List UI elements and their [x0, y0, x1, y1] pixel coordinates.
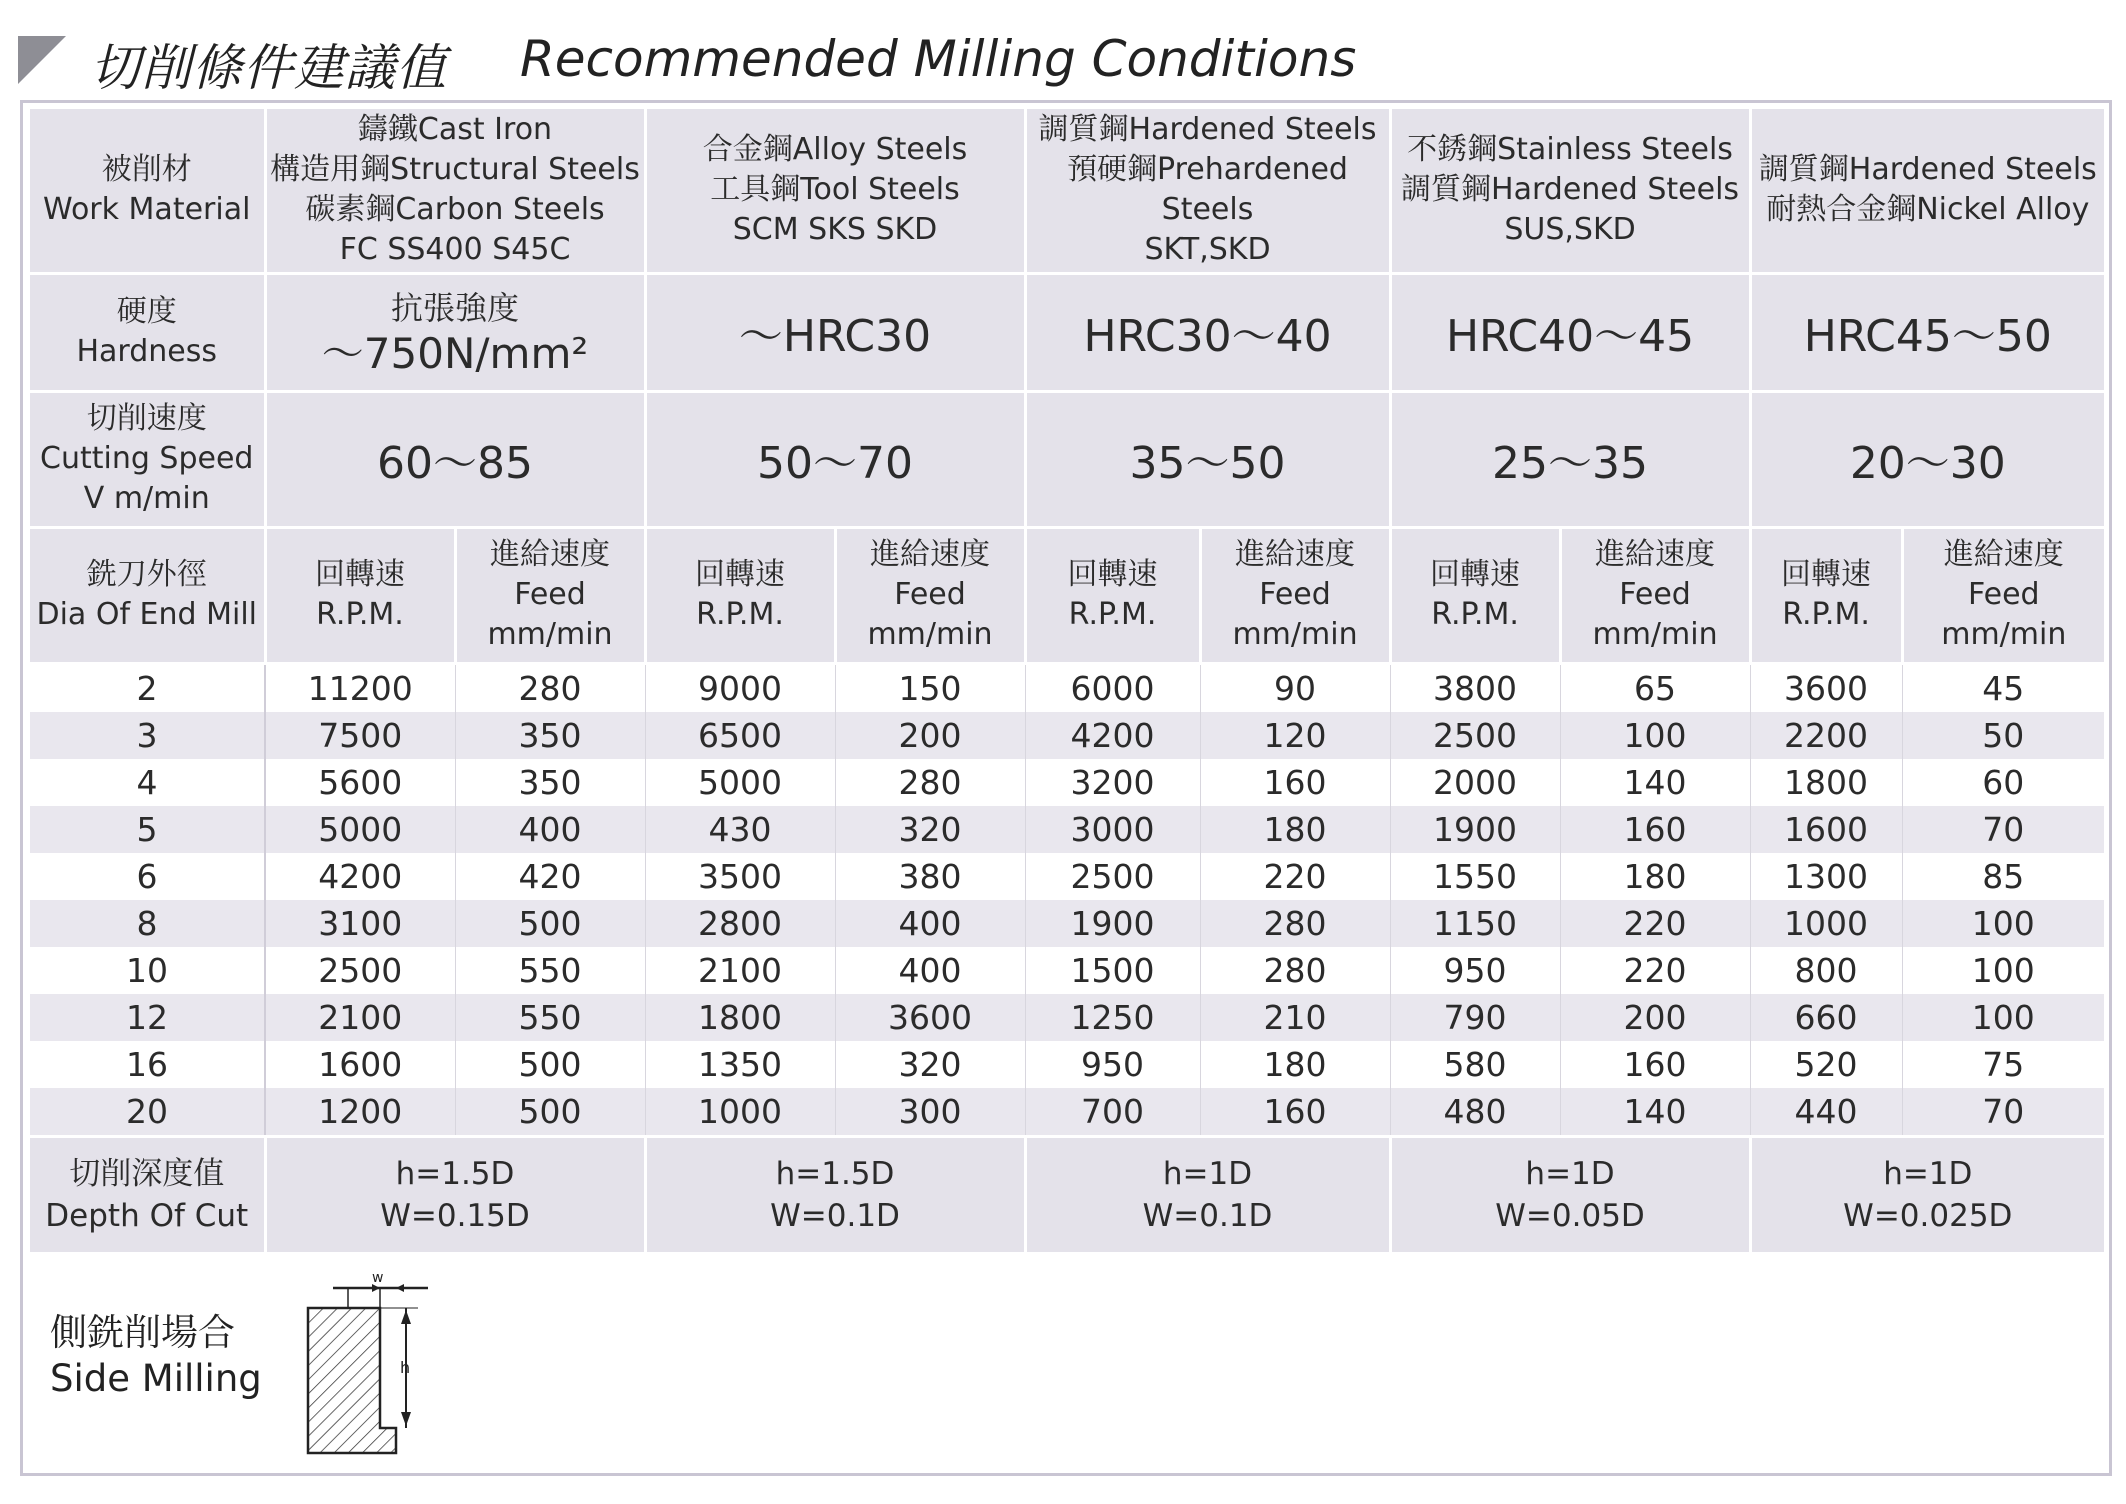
table-row [30, 853, 2104, 900]
feed-cell: 65 [1560, 663, 1750, 712]
feed-cell: 420 [455, 853, 645, 900]
feed-cell: 280 [835, 759, 1025, 806]
milling-table-frame [20, 100, 2112, 1476]
cutting-speed-row [30, 391, 2104, 527]
feed-cell: 150 [835, 663, 1025, 712]
rpm-cell: 5600 [265, 759, 455, 806]
feed-cell: 180 [1200, 1041, 1390, 1088]
dia-cell: 4 [30, 759, 265, 806]
rpm-cell: 3000 [1025, 806, 1200, 853]
page-title-zh: 切削條件建議值 [90, 39, 447, 97]
rpm-cell: 3600 [1750, 663, 1902, 712]
feed-cell: 500 [455, 1088, 645, 1137]
table-row [30, 1088, 2104, 1137]
feed-header: 進給速度 Feed mm/min [1902, 527, 2104, 663]
rpm-cell: 1200 [265, 1088, 455, 1137]
feed-cell: 210 [1200, 994, 1390, 1041]
feed-cell: 60 [1902, 759, 2104, 806]
feed-cell: 400 [835, 947, 1025, 994]
rpm-cell: 520 [1750, 1041, 1902, 1088]
dia-cell: 12 [30, 994, 265, 1041]
table-row [30, 759, 2104, 806]
feed-cell: 100 [1902, 900, 2104, 947]
hardness-value: ～HRC30 [645, 273, 1025, 391]
dia-cell: 10 [30, 947, 265, 994]
feed-cell: 160 [1200, 759, 1390, 806]
rpm-cell: 1000 [1750, 900, 1902, 947]
feed-cell: 400 [455, 806, 645, 853]
rpm-cell: 4200 [265, 853, 455, 900]
feed-cell: 280 [1200, 900, 1390, 947]
dia-cell: 3 [30, 712, 265, 759]
hardness-value: HRC45～50 [1750, 273, 2104, 391]
material-alloy-steels: 合金鋼Alloy Steels 工具鋼Tool Steels SCM SKS SKD [645, 109, 1025, 273]
rpm-cell: 6500 [645, 712, 835, 759]
side-milling-label: 側銑削場合 Side Milling [50, 1311, 262, 1400]
rpm-cell: 3800 [1390, 663, 1560, 712]
rpm-cell: 580 [1390, 1041, 1560, 1088]
rpm-cell: 1150 [1390, 900, 1560, 947]
rpm-cell: 2100 [645, 947, 835, 994]
feed-cell: 320 [835, 806, 1025, 853]
data-rows [30, 663, 2104, 1136]
feed-cell: 100 [1560, 712, 1750, 759]
h-dimension-label: h [400, 1358, 411, 1377]
feed-cell: 85 [1902, 853, 2104, 900]
dia-cell: 6 [30, 853, 265, 900]
rpm-cell: 660 [1750, 994, 1902, 1041]
sub-header-row [30, 527, 2104, 663]
rpm-header: 回轉速 R.P.M. [1750, 527, 1902, 663]
hardness-value: HRC40～45 [1390, 273, 1750, 391]
rpm-cell: 2000 [1390, 759, 1560, 806]
dia-cell: 8 [30, 900, 265, 947]
work-material-row [30, 109, 2104, 273]
triangle-marker-icon [18, 36, 66, 84]
rpm-cell: 11200 [265, 663, 455, 712]
dia-cell: 16 [30, 1041, 265, 1088]
cutting-speed-value: 60～85 [265, 391, 645, 527]
rpm-cell: 1350 [645, 1041, 835, 1088]
depth-of-cut-value: h=1D W=0.05D [1390, 1136, 1750, 1252]
depth-of-cut-value: h=1.5D W=0.15D [265, 1136, 645, 1252]
feed-cell: 160 [1200, 1088, 1390, 1137]
table-row [30, 663, 2104, 712]
feed-cell: 400 [835, 900, 1025, 947]
feed-cell: 50 [1902, 712, 2104, 759]
rpm-cell: 1600 [1750, 806, 1902, 853]
cutting-speed-value: 25～35 [1390, 391, 1750, 527]
material-stainless-steels: 不銹鋼Stainless Steels 調質鋼Hardened Steels SUS,SKD [1390, 109, 1750, 273]
rpm-header: 回轉速 R.P.M. [1025, 527, 1200, 663]
feed-cell: 320 [835, 1041, 1025, 1088]
table-row [30, 806, 2104, 853]
feed-cell: 140 [1560, 759, 1750, 806]
depth-of-cut-value: h=1D W=0.1D [1025, 1136, 1390, 1252]
rpm-cell: 6000 [1025, 663, 1200, 712]
rpm-cell: 950 [1025, 1041, 1200, 1088]
rpm-cell: 7500 [265, 712, 455, 759]
rpm-cell: 440 [1750, 1088, 1902, 1137]
rpm-cell: 9000 [645, 663, 835, 712]
cutting-speed-label: 切削速度 Cutting Speed V m/min [30, 391, 265, 527]
material-hardened-steels: 調質鋼Hardened Steels 預硬鋼Prehardened Steels SKT,SKD [1025, 109, 1390, 273]
feed-cell: 300 [835, 1088, 1025, 1137]
feed-cell: 70 [1902, 1088, 2104, 1137]
rpm-cell: 1900 [1390, 806, 1560, 853]
feed-cell: 350 [455, 712, 645, 759]
rpm-cell: 1600 [265, 1041, 455, 1088]
feed-cell: 70 [1902, 806, 2104, 853]
rpm-cell: 2200 [1750, 712, 1902, 759]
end-mill-dia-label: 銑刀外徑 Dia Of End Mill [30, 527, 265, 663]
rpm-cell: 2800 [645, 900, 835, 947]
rpm-cell: 2500 [1025, 853, 1200, 900]
rpm-cell: 430 [645, 806, 835, 853]
cutting-speed-value: 50～70 [645, 391, 1025, 527]
hardness-value: HRC30～40 [1025, 273, 1390, 391]
table-row [30, 900, 2104, 947]
hardness-label: 硬度 Hardness [30, 273, 265, 391]
side-milling-diagram-icon [278, 1268, 458, 1468]
cutting-speed-value: 20～30 [1750, 391, 2104, 527]
rpm-cell: 950 [1390, 947, 1560, 994]
hardness-value: 抗張強度 ～750N/mm² [265, 273, 645, 391]
rpm-cell: 1900 [1025, 900, 1200, 947]
rpm-cell: 700 [1025, 1088, 1200, 1137]
feed-cell: 180 [1200, 806, 1390, 853]
material-nickel-alloy: 調質鋼Hardened Steels 耐熱合金鋼Nickel Alloy [1750, 109, 2104, 273]
rpm-cell: 1800 [645, 994, 835, 1041]
rpm-cell: 1300 [1750, 853, 1902, 900]
rpm-header: 回轉速 R.P.M. [1390, 527, 1560, 663]
dia-cell: 2 [30, 663, 265, 712]
rpm-cell: 5000 [265, 806, 455, 853]
feed-cell: 280 [455, 663, 645, 712]
rpm-cell: 1550 [1390, 853, 1560, 900]
rpm-cell: 3200 [1025, 759, 1200, 806]
rpm-cell: 2500 [1390, 712, 1560, 759]
page-title-en: Recommended Milling Conditions [520, 30, 1357, 88]
table-row [30, 994, 2104, 1041]
feed-cell: 200 [1560, 994, 1750, 1041]
feed-cell: 180 [1560, 853, 1750, 900]
feed-header: 進給速度 Feed mm/min [1560, 527, 1750, 663]
cutting-speed-value: 35～50 [1025, 391, 1390, 527]
feed-cell: 100 [1902, 947, 2104, 994]
feed-header: 進給速度 Feed mm/min [1200, 527, 1390, 663]
feed-cell: 280 [1200, 947, 1390, 994]
feed-cell: 220 [1200, 853, 1390, 900]
rpm-cell: 1800 [1750, 759, 1902, 806]
rpm-cell: 800 [1750, 947, 1902, 994]
rpm-cell: 4200 [1025, 712, 1200, 759]
side-milling-section [30, 1258, 2104, 1468]
feed-header: 進給速度 Feed mm/min [835, 527, 1025, 663]
feed-cell: 120 [1200, 712, 1390, 759]
feed-cell: 90 [1200, 663, 1390, 712]
feed-cell: 140 [1560, 1088, 1750, 1137]
feed-cell: 200 [835, 712, 1025, 759]
depth-of-cut-value: h=1.5D W=0.1D [645, 1136, 1025, 1252]
dia-cell: 5 [30, 806, 265, 853]
table-row [30, 712, 2104, 759]
rpm-cell: 2100 [265, 994, 455, 1041]
feed-cell: 550 [455, 994, 645, 1041]
depth-of-cut-label: 切削深度值 Depth Of Cut [30, 1136, 265, 1252]
rpm-cell: 790 [1390, 994, 1560, 1041]
feed-cell: 500 [455, 1041, 645, 1088]
material-cast-iron: 鑄鐵Cast Iron 構造用鋼Structural Steels 碳素鋼Carbon Steels FC SS400 S45C [265, 109, 645, 273]
rpm-cell: 1500 [1025, 947, 1200, 994]
dia-cell: 20 [30, 1088, 265, 1137]
rpm-cell: 480 [1390, 1088, 1560, 1137]
feed-cell: 550 [455, 947, 645, 994]
rpm-cell: 5000 [645, 759, 835, 806]
rpm-header: 回轉速 R.P.M. [265, 527, 455, 663]
milling-conditions-table [30, 109, 2104, 1252]
rpm-header: 回轉速 R.P.M. [645, 527, 835, 663]
work-material-label: 被削材 Work Material [30, 109, 265, 273]
rpm-cell: 2500 [265, 947, 455, 994]
rpm-cell: 1000 [645, 1088, 835, 1137]
hardness-row [30, 273, 2104, 391]
rpm-cell: 3100 [265, 900, 455, 947]
feed-cell: 160 [1560, 806, 1750, 853]
w-dimension-label: w [372, 1270, 384, 1286]
feed-cell: 75 [1902, 1041, 2104, 1088]
feed-cell: 220 [1560, 947, 1750, 994]
rpm-cell: 3500 [645, 853, 835, 900]
feed-cell: 220 [1560, 900, 1750, 947]
depth-of-cut-row [30, 1136, 2104, 1252]
feed-cell: 3600 [835, 994, 1025, 1041]
feed-header: 進給速度 Feed mm/min [455, 527, 645, 663]
rpm-cell: 1250 [1025, 994, 1200, 1041]
table-row [30, 1041, 2104, 1088]
feed-cell: 350 [455, 759, 645, 806]
feed-cell: 160 [1560, 1041, 1750, 1088]
feed-cell: 45 [1902, 663, 2104, 712]
depth-of-cut-value: h=1D W=0.025D [1750, 1136, 2104, 1252]
feed-cell: 100 [1902, 994, 2104, 1041]
feed-cell: 500 [455, 900, 645, 947]
table-row [30, 947, 2104, 994]
feed-cell: 380 [835, 853, 1025, 900]
title-bar [18, 22, 1418, 102]
